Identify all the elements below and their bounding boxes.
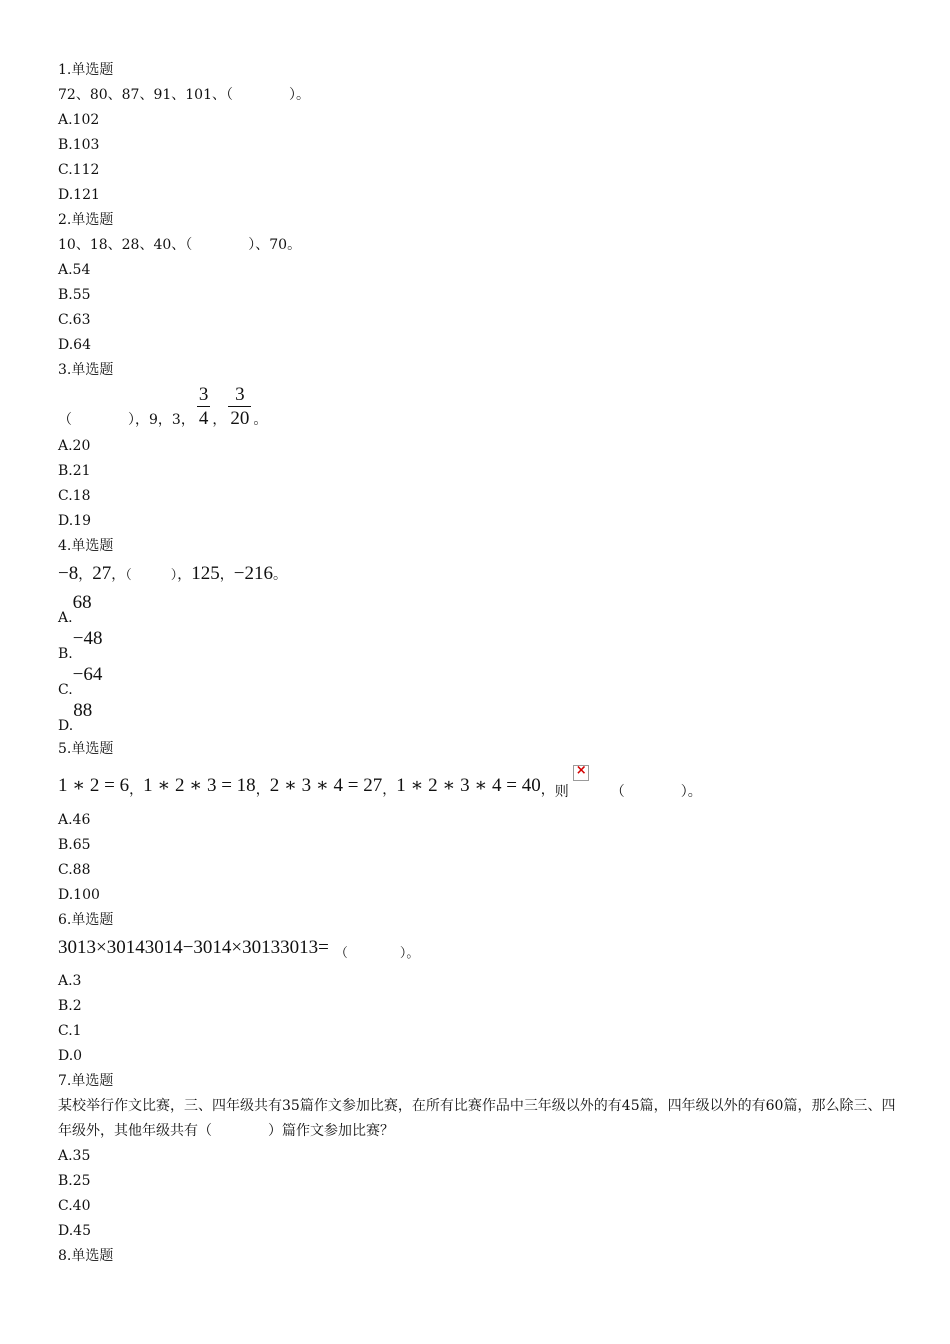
question-1-option-c: C.112	[58, 162, 100, 178]
question-6-option-d: D.0	[58, 1048, 83, 1064]
question-4-title: 4.单选题	[58, 538, 114, 554]
option-value: 88	[73, 700, 93, 721]
math-term: −8	[58, 563, 79, 584]
question-3-option-d: D.19	[58, 513, 91, 529]
blank: （ ）。	[610, 784, 702, 800]
question-2-option-c: C.63	[58, 312, 91, 328]
question-3-option-a: A.20	[58, 438, 91, 454]
option-label: B.	[58, 646, 73, 662]
error-x-icon: ×	[575, 763, 587, 778]
option-label: D.	[58, 718, 74, 734]
question-1-option-d: D.121	[58, 187, 100, 203]
question-3-separator: ，	[212, 411, 227, 428]
question-5-option-d: D.100	[58, 887, 100, 903]
question-7-option-c: C.40	[58, 1198, 91, 1214]
comma: ，	[382, 782, 397, 798]
question-5-option-c: C.88	[58, 862, 91, 878]
question-3-stem-prefix: （ ），9，3，	[58, 411, 195, 428]
fraction-bar	[197, 406, 211, 407]
question-3-option-b: B.21	[58, 463, 91, 479]
blank: （ ）	[125, 568, 178, 583]
option-label: A.	[58, 610, 73, 626]
question-3-stem	[58, 383, 898, 434]
comma: ，	[111, 567, 126, 583]
then-word: 则	[554, 784, 569, 800]
question-8-title: 8.单选题	[58, 1248, 114, 1264]
question-2-option-d: D.64	[58, 337, 91, 353]
fraction-numerator: 3	[235, 384, 245, 405]
question-6-option-c: C.1	[58, 1023, 82, 1039]
question-4-stem	[58, 559, 898, 591]
math-expression: 3013×30143014−3014×30133013=	[58, 937, 329, 958]
document-page	[58, 58, 898, 1269]
option-value: −48	[72, 628, 103, 649]
math-equation: 1 ∗ 2 = 6	[58, 774, 130, 796]
blank: （ ）。	[334, 946, 420, 961]
question-2-option-a: A.54	[58, 262, 91, 278]
math-equation: 1 ∗ 2 ∗ 3 ∗ 4 = 40	[396, 774, 541, 796]
question-2-title: 2.单选题	[58, 212, 114, 228]
question-3-end: 。	[253, 411, 268, 428]
comma: ，	[219, 567, 234, 583]
question-1-title: 1.单选题	[58, 62, 114, 78]
question-6-title: 6.单选题	[58, 912, 114, 928]
comma: ，	[255, 782, 270, 798]
question-1-option-a: A.102	[58, 112, 100, 128]
question-1-stem: 72、80、87、91、101、（ ）。	[58, 87, 310, 103]
question-6-option-b: B.2	[58, 998, 82, 1014]
option-label: C.	[58, 682, 73, 698]
question-6-stem	[58, 933, 898, 969]
fraction-3-4	[197, 385, 211, 428]
question-7-option-d: D.45	[58, 1223, 91, 1239]
math-term: 125	[191, 563, 220, 584]
question-5-title: 5.单选题	[58, 741, 114, 757]
question-5-option-a: A.46	[58, 812, 91, 828]
fraction-denominator: 20	[230, 408, 250, 429]
math-equation: 2 ∗ 3 ∗ 4 = 27	[269, 774, 383, 796]
question-4-option-b	[58, 627, 898, 663]
question-1-option-b: B.103	[58, 137, 100, 153]
fraction-bar	[228, 406, 251, 407]
question-3-title: 3.单选题	[58, 362, 114, 378]
question-3-option-c: C.18	[58, 488, 91, 504]
option-value: 68	[72, 592, 92, 613]
question-7-stem: 某校举行作文比赛，三、四年级共有35篇作文参加比赛，在所有比赛作品中三年级以外的有45篇，四年级以外的有60篇，那么除三、四年级外，其他年级共有（ ）篇作文参加比赛？	[58, 1098, 896, 1139]
comma: ，	[78, 567, 93, 583]
comma: ，	[540, 782, 555, 798]
question-4-option-d	[58, 699, 898, 735]
question-2-option-b: B.55	[58, 287, 91, 303]
fraction-3-20	[228, 385, 251, 428]
math-term: −216	[233, 563, 273, 584]
question-7-option-a: A.35	[58, 1148, 91, 1164]
fraction-denominator: 4	[198, 408, 209, 429]
question-4-option-a	[58, 591, 898, 627]
option-value: −64	[72, 664, 103, 685]
fraction-numerator: 3	[198, 384, 209, 405]
comma: ，	[129, 782, 144, 798]
question-7-title: 7.单选题	[58, 1073, 114, 1089]
question-4-option-c	[58, 663, 898, 699]
question-7-option-b: B.25	[58, 1173, 91, 1189]
question-2-stem: 10、18、28、40、（ ）、70。	[58, 237, 302, 253]
question-5-option-b: B.65	[58, 837, 91, 853]
comma: ，	[177, 567, 192, 583]
question-5-stem	[58, 762, 898, 808]
end-mark: 。	[272, 567, 287, 583]
math-term: 27	[92, 563, 112, 584]
math-equation: 1 ∗ 2 ∗ 3 = 18	[143, 774, 256, 796]
broken-image-icon	[573, 765, 589, 781]
question-6-option-a: A.3	[58, 973, 82, 989]
